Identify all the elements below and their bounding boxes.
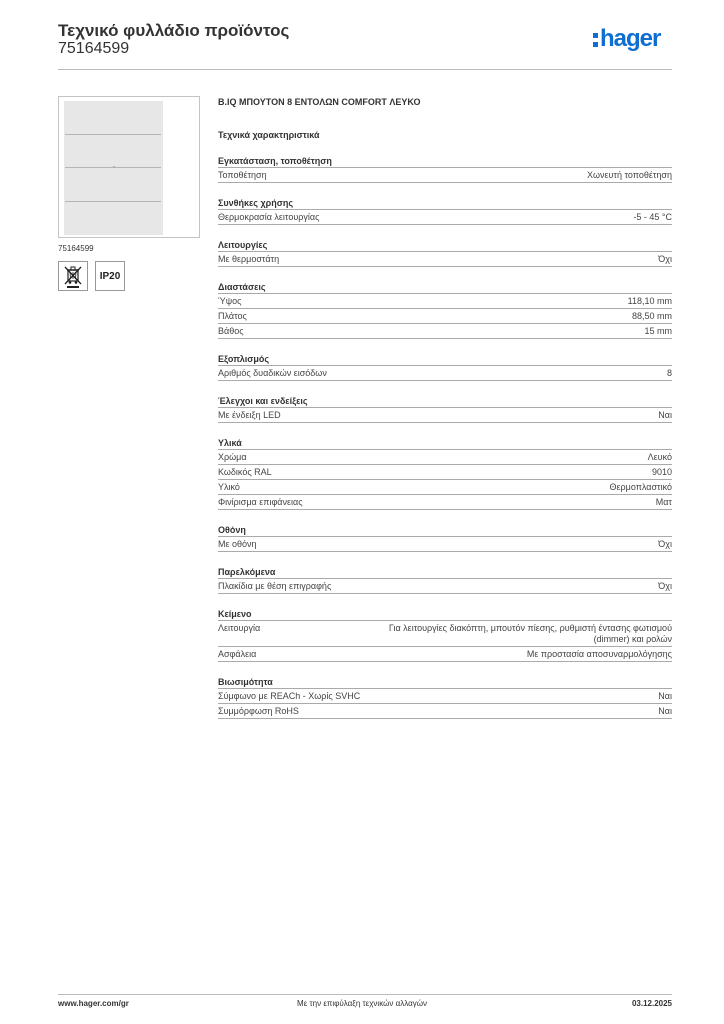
spec-row	[218, 579, 672, 594]
spec-row	[218, 537, 672, 552]
spec-group-title: Βιωσιμότητα	[218, 676, 672, 689]
spec-label: Ύψος	[218, 296, 242, 306]
product-image	[58, 96, 200, 238]
spec-row	[218, 465, 672, 480]
spec-label: Ασφάλεια	[218, 649, 257, 659]
product-code: 75164599	[58, 40, 130, 57]
spec-heading: Τεχνικά χαρακτηριστικά	[218, 130, 320, 140]
spec-value: Ναι	[658, 706, 672, 716]
spec-group-title: Παρελκόμενα	[218, 566, 672, 579]
spec-group	[218, 524, 672, 552]
switch-face-icon	[64, 101, 163, 235]
spec-value: Λευκό	[647, 452, 672, 462]
spec-row	[218, 689, 672, 704]
logo-wordmark: hager	[600, 25, 661, 52]
spec-label: Τοποθέτηση	[218, 170, 267, 180]
logo-dots-icon	[593, 33, 598, 51]
spec-value: Ναι	[658, 410, 672, 420]
spec-label: Φινίρισμα επιφάνειας	[218, 497, 303, 507]
spec-group-title: Συνθήκες χρήσης	[218, 197, 672, 210]
spec-row	[218, 324, 672, 339]
footer-date: 03.12.2025	[631, 999, 672, 1008]
spec-row	[218, 495, 672, 510]
spec-label: Θερμοκρασία λειτουργίας	[218, 212, 320, 222]
spec-value: Ναι	[658, 691, 672, 701]
spec-value: Θερμοπλαστικό	[609, 482, 672, 492]
spec-group-title: Κείμενο	[218, 608, 672, 621]
spec-group-title: Εξοπλισμός	[218, 353, 672, 366]
spec-group	[218, 197, 672, 225]
spec-value: Με προστασία αποσυναρμολόγησης	[526, 649, 672, 659]
spec-group	[218, 566, 672, 594]
spec-label: Κωδικός RAL	[218, 467, 272, 477]
spec-row	[218, 168, 672, 183]
spec-value: Ματ	[655, 497, 672, 507]
header-divider	[58, 69, 672, 70]
spec-row	[218, 621, 672, 647]
document-title: Τεχνικό φυλλάδιο προϊόντος	[58, 21, 290, 40]
spec-label: Αριθμός δυαδικών εισόδων	[218, 368, 327, 378]
center-nub	[113, 166, 115, 168]
spec-group	[218, 437, 672, 510]
spec-label: Χρώμα	[218, 452, 247, 462]
spec-group	[218, 608, 672, 662]
spec-row	[218, 366, 672, 381]
spec-group-title: Έλεγχοι και ενδείξεις	[218, 395, 672, 408]
spec-value: Χωνευτή τοποθέτηση	[586, 170, 672, 180]
product-name: B.IQ ΜΠΟΥΤΟΝ 8 ΕΝΤΟΛΩΝ COMFORT ΛΕΥΚΟ	[218, 97, 421, 107]
website-link[interactable]: www.hager.com/gr	[58, 999, 129, 1008]
spec-row	[218, 450, 672, 465]
spec-group	[218, 353, 672, 381]
spec-label: Πλακίδια με θέση επιγραφής	[218, 581, 332, 591]
spec-value: 15 mm	[644, 326, 672, 336]
spec-group	[218, 239, 672, 267]
spec-value: Όχι	[658, 254, 672, 264]
spec-label: Λειτουργία	[218, 623, 261, 633]
spec-value: 88,50 mm	[631, 311, 672, 321]
spec-group	[218, 281, 672, 339]
spec-group	[218, 395, 672, 423]
spec-table	[218, 155, 672, 733]
footer-disclaimer: Με την επιφύλαξη τεχνικών αλλαγών	[297, 999, 427, 1008]
spec-group-title: Διαστάσεις	[218, 281, 672, 294]
spec-row	[218, 408, 672, 423]
spec-value: 8	[666, 368, 672, 378]
spec-label: Με ένδειξη LED	[218, 410, 281, 420]
spec-label: Σύμφωνο με REACh - Χωρίς SVHC	[218, 691, 361, 701]
spec-row	[218, 480, 672, 495]
rocker-divider	[65, 134, 161, 135]
spec-label: Πλάτος	[218, 311, 247, 321]
ip-rating-text: IP20	[99, 271, 121, 282]
spec-value: Για λειτουργίες διακόπτη, μπουτόν πίεσης, ρυθμιστή έντασης φωτισμού (dimmer) και ρολών	[388, 623, 672, 644]
spec-group-title: Υλικά	[218, 437, 672, 450]
spec-row	[218, 252, 672, 267]
footer-divider	[58, 994, 672, 995]
spec-value: Όχι	[658, 539, 672, 549]
spec-label: Με θερμοστάτη	[218, 254, 280, 264]
spec-row	[218, 210, 672, 225]
spec-value: -5 - 45 °C	[633, 212, 672, 222]
rocker-divider	[65, 201, 161, 202]
spec-value: Όχι	[658, 581, 672, 591]
weee-bin-icon	[58, 261, 88, 291]
image-caption-code: 75164599	[58, 244, 94, 253]
spec-value: 118,10 mm	[627, 296, 672, 306]
spec-group-title: Οθόνη	[218, 524, 672, 537]
spec-group	[218, 155, 672, 183]
spec-group-title: Εγκατάσταση, τοποθέτηση	[218, 155, 672, 168]
spec-value: 9010	[651, 467, 672, 477]
spec-group	[218, 676, 672, 719]
spec-label: Βάθος	[218, 326, 244, 336]
spec-row	[218, 294, 672, 309]
spec-label: Συμμόρφωση RoHS	[218, 706, 299, 716]
spec-row	[218, 704, 672, 719]
spec-row	[218, 309, 672, 324]
spec-label: Με οθόνη	[218, 539, 257, 549]
spec-label: Υλικό	[218, 482, 240, 492]
spec-row	[218, 647, 672, 662]
ip20-icon	[95, 261, 125, 291]
spec-group-title: Λειτουργίες	[218, 239, 672, 252]
